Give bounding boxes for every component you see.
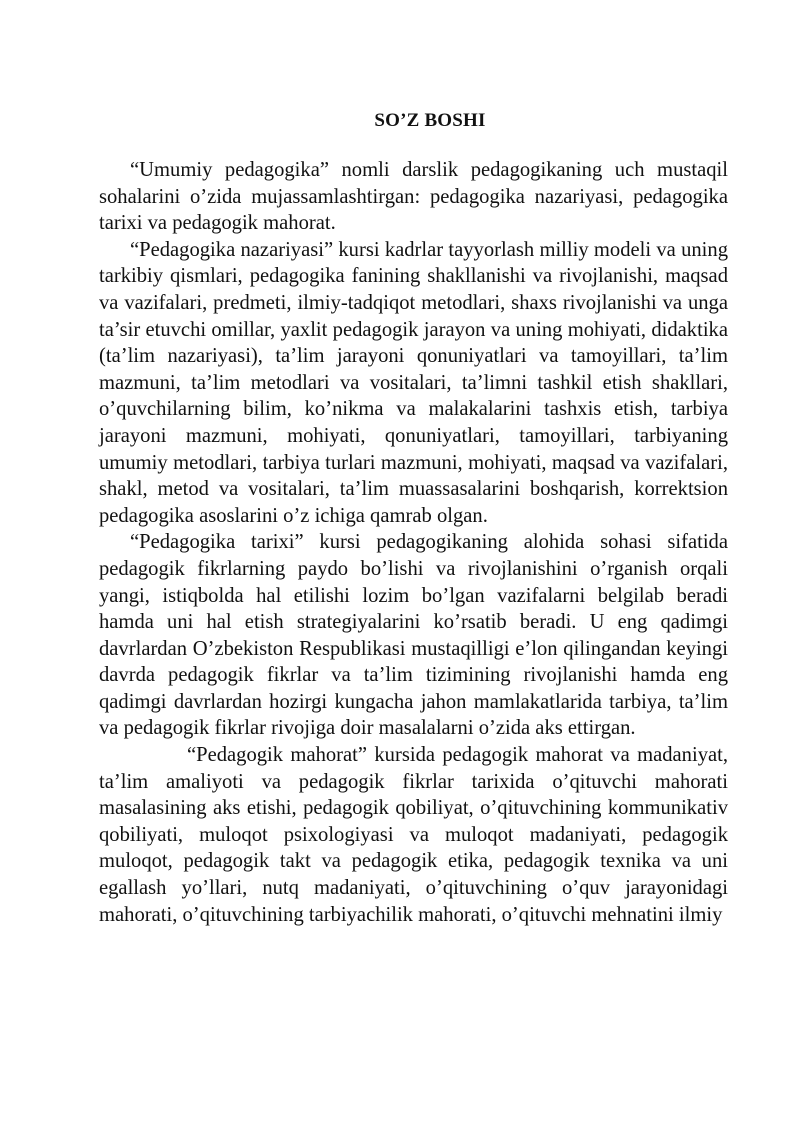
paragraph-pedagogika-nazariyasi: “Pedagogika nazariyasi” kursi kadrlar tayyorlash milliy modeli va uning tarkibiy qismlari, pedagogika fanining shakllanishi va rivojlanishi, maqsad va vazifalari, predmeti, ilmiy-tadqiqot metodlari, shaxs rivojlanishi va unga ta’sir etuvchi omillar, yaxlit pedagogik jarayon va uning mohiyati, didaktika (ta’lim nazariyasi), ta’lim jarayoni qonuniyatlari va tamoyillari, ta’lim mazmuni, ta’lim metodlari va vositalari, ta’limni tashkil etish shakllari, o’quvchilarning bilim, ko’nikma va malakalarini tashxis etish, tarbiya jarayoni mazmuni, mohiyati, qonuniyatlari, tamoyillari, tarbiyaning umumiy metodlari, tarbiya turlari mazmuni, mohiyati, maqsad va vazifalari, shakl, metod va vositalari, ta’lim muassasalarini boshqarish, korrektsion pedagogika asoslarini o’z ichiga qamrab olgan.	[99, 238, 728, 527]
paragraph-pedagogika-tarixi: “Pedagogika tarixi” kursi pedagogikaning alohida sohasi sifatida pedagogik fikrlarning paydo bo’lishi va rivojlanishini o’rganish orqali yangi, istiqbolda hal etilishi lozim bo’lgan vazifalarni belgilab beradi hamda uni hal etish strategiyalarini ko’rsatib beradi. U eng qadimgi davrlardan O’zbekiston Respublikasi mustaqilligi e’lon qilingandan keyingi davrda pedagogik fikrlar va ta’lim tizimining rivojlanishi hamda eng qadimgi davrlardan hozirgi kungacha jahon mamlakatlarida tarbiya, ta’lim va pedagogik fikrlar rivojiga doir masalalarni o’zida aks ettirgan.	[99, 531, 728, 740]
paragraph-pedagogik-mahorat: “Pedagogik mahorat” kursida pedagogik mahorat va madaniyat, ta’lim amaliyoti va pedagogik fikrlar tarixida o’qituvchi mahorati masalasining aks etishi, pedagogik qobiliyat, o’qituvchining kommunikativ qobiliyati, muloqot psixologiyasi va muloqot madaniyati, pedagogik muloqot, pedagogik takt va pedagogik etika, pedagogik texnika va uni egallash yo’llari, nutq madaniyati, o’qituvchining o’quv jarayonidagi mahorati, o’qituvchining tarbiyachilik mahorati, o’qituvchi mehnatini ilmiy	[99, 744, 728, 926]
body-text	[99, 157, 728, 928]
page-title: SO’Z BOSHI	[374, 110, 486, 131]
paragraph-intro: “Umumiy pedagogika” nomli darslik pedagogikaning uch mustaqil sohalarini o’zida mujassamlashtirgan: pedagogika nazariyasi, pedagogika tarixi va pedagogik mahorat.	[99, 159, 728, 235]
